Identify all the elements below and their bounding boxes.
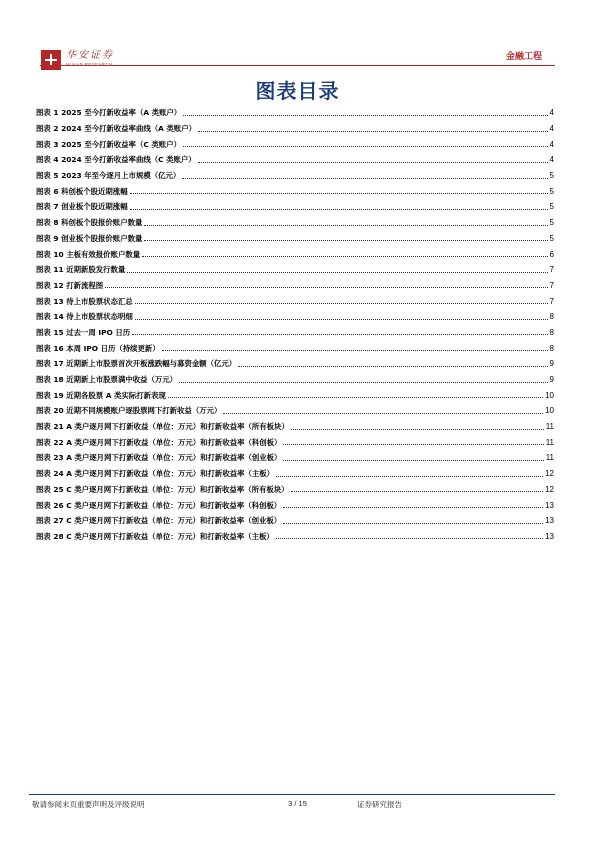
toc-leader-dots (198, 130, 548, 132)
toc-entry[interactable] (36, 262, 554, 278)
toc-entry-label: 图表 22 A 类户逐月网下打新收益（单位：万元）和打新收益率（科创板） (36, 437, 282, 447)
toc-entry[interactable] (36, 293, 554, 309)
report-category: 金融工程 (505, 52, 542, 62)
toc-entry-page: 13 (545, 531, 554, 541)
toc-entry[interactable] (36, 183, 554, 199)
toc-leader-dots (182, 177, 547, 179)
toc-leader-dots (144, 239, 547, 241)
toc-leader-dots (291, 428, 544, 430)
toc-entry-label: 图表 17 近期新上市股票首次开板涨跌幅与募资金额（亿元） (36, 359, 237, 369)
toc-leader-dots (283, 522, 543, 524)
toc-entry[interactable] (36, 246, 554, 262)
toc-entry[interactable] (36, 278, 554, 294)
toc-entry-page: 7 (549, 280, 554, 290)
toc-entry-page: 7 (549, 296, 554, 306)
toc-leader-dots (223, 412, 543, 414)
toc-entry[interactable] (36, 419, 554, 435)
toc-entry-page: 7 (549, 265, 554, 275)
toc-leader-dots (179, 381, 547, 383)
toc-entry-label: 图表 10 主板有效报价账户数量 (36, 249, 141, 259)
toc-entry-label: 图表 11 近期新股发行数量 (36, 265, 126, 275)
toc-entry-label: 图表 16 本周 IPO 日历（持续更新） (36, 343, 160, 353)
toc-entry-label: 图表 8 科创板个股报价账户数量 (36, 218, 143, 228)
toc-entry[interactable] (36, 309, 554, 325)
toc-entry[interactable] (36, 105, 554, 121)
toc-entry-label: 图表 25 C 类户逐月网下打新收益（单位：万元）和打新收益率（所有板块） (36, 484, 289, 494)
toc-leader-dots (283, 506, 543, 508)
toc-entry-page: 12 (545, 484, 554, 494)
toc-leader-dots (132, 333, 547, 335)
toc-leader-dots (183, 114, 547, 116)
toc-entry[interactable] (36, 387, 554, 403)
toc-leader-dots (105, 286, 547, 288)
toc-entry-label: 图表 19 近期各股票 A 类实际打新表现 (36, 390, 166, 400)
toc-entry-page: 5 (549, 171, 554, 181)
toc-entry-page: 10 (545, 390, 554, 400)
toc-entry[interactable] (36, 466, 554, 482)
toc-entry-page: 11 (545, 437, 554, 447)
toc-leader-dots (142, 255, 547, 257)
toc-entry[interactable] (36, 325, 554, 341)
toc-entry-page: 12 (545, 469, 554, 479)
toc-entry-label: 图表 23 A 类户逐月网下打新收益（单位：万元）和打新收益率（创业板） (36, 453, 282, 463)
toc-entry-label: 图表 4 2024 至今打新收益率曲线（C 类账户） (36, 155, 196, 165)
toc-entry-label: 图表 20 近期不同规模账户逐股票网下打新收益（万元） (36, 406, 222, 416)
toc-leader-dots (291, 490, 544, 492)
toc-entry-page: 13 (545, 516, 554, 526)
toc-entry[interactable] (36, 340, 554, 356)
toc-entry[interactable] (36, 121, 554, 137)
toc-entry[interactable] (36, 215, 554, 231)
toc-entry-page: 11 (545, 453, 554, 463)
footer-disclaimer: 敬请参阅末页重要声明及评级说明 (32, 800, 145, 809)
toc-entry[interactable] (36, 434, 554, 450)
toc-entry-label: 图表 18 近期新上市股票满中收益（万元） (36, 375, 178, 385)
page-number: 3 / 15 (288, 799, 307, 808)
toc-entry[interactable] (36, 450, 554, 466)
toc-entry[interactable] (36, 168, 554, 184)
toc-leader-dots (135, 302, 548, 304)
toc-entry[interactable] (36, 231, 554, 247)
toc-leader-dots (135, 318, 548, 320)
toc-leader-dots (168, 396, 543, 398)
toc-entry[interactable] (36, 152, 554, 168)
toc-leader-dots (183, 145, 548, 147)
toc-entry-label: 图表 5 2023 年至今逐月上市规模（亿元） (36, 171, 181, 181)
toc-leader-dots (238, 365, 547, 367)
toc-entry-page: 5 (549, 233, 554, 243)
toc-entry[interactable] (36, 356, 554, 372)
toc-entry-label: 图表 26 C 类户逐月网下打新收益（单位：万元）和打新收益率（科创板） (36, 500, 282, 510)
toc-leader-dots (130, 192, 548, 194)
footer-report-type: 证券研究报告 (357, 800, 402, 809)
toc-leader-dots (276, 537, 543, 539)
header-divider (40, 65, 555, 66)
toc-entry[interactable] (36, 497, 554, 513)
toc-entry[interactable] (36, 372, 554, 388)
toc-leader-dots (162, 349, 548, 351)
toc-entry-label: 图表 1 2025 至今打新收益率（A 类账户） (36, 108, 182, 118)
toc-leader-dots (130, 208, 548, 210)
toc-entry-label: 图表 27 C 类户逐月网下打新收益（单位：万元）和打新收益率（创业板） (36, 516, 282, 526)
toc-leader-dots (276, 475, 543, 477)
toc-entry-label: 图表 28 C 类户逐月网下打新收益（单位：万元）和打新收益率（主板） (36, 531, 274, 541)
toc-entry-page: 8 (549, 327, 554, 337)
toc-entry-label: 图表 15 过去一周 IPO 日历 (36, 327, 131, 337)
toc-entry[interactable] (36, 199, 554, 215)
toc-entry-page: 8 (549, 312, 554, 322)
toc-entry[interactable] (36, 403, 554, 419)
toc-entry-page: 9 (549, 359, 554, 369)
toc-entry-label: 图表 21 A 类户逐月网下打新收益（单位：万元）和打新收益率（所有板块） (36, 422, 289, 432)
toc-entry[interactable] (36, 482, 554, 498)
toc-entry[interactable] (36, 513, 554, 529)
toc-entry-page: 5 (549, 202, 554, 212)
toc-leader-dots (283, 459, 543, 461)
toc-entry-label: 图表 24 A 类户逐月网下打新收益（单位：万元）和打新收益率（主板） (36, 469, 275, 479)
toc-entry-page: 4 (549, 155, 554, 165)
toc-entry-label: 图表 14 待上市股票状态明细 (36, 312, 133, 322)
toc-entry-label: 图表 6 科创板个股近期涨幅 (36, 186, 128, 196)
toc-entry-page: 11 (545, 422, 554, 432)
toc-leader-dots (283, 443, 543, 445)
footer-divider (29, 794, 555, 795)
company-logo (41, 50, 114, 70)
toc-entry[interactable] (36, 529, 554, 545)
toc-entry-page: 4 (549, 108, 554, 118)
toc-entry-label: 图表 13 待上市股票状态汇总 (36, 296, 133, 306)
toc-entry-page: 13 (545, 500, 554, 510)
toc-entry-page: 5 (549, 186, 554, 196)
table-of-figures (36, 105, 554, 544)
page-header (0, 0, 595, 76)
toc-entry[interactable] (36, 136, 554, 152)
toc-entry-page: 8 (549, 343, 554, 353)
toc-entry-label: 图表 3 2025 至今打新收益率（C 类账户） (36, 139, 181, 149)
toc-entry-page: 10 (545, 406, 554, 416)
toc-entry-page: 5 (549, 218, 554, 228)
toc-entry-label: 图表 7 创业板个股近期涨幅 (36, 202, 128, 212)
toc-entry-label: 图表 2 2024 至今打新收益率曲线（A 类账户） (36, 124, 196, 134)
logo-name-cn: 华安证券 (66, 50, 114, 61)
toc-leader-dots (198, 161, 548, 163)
toc-entry-page: 4 (549, 124, 554, 134)
toc-entry-page: 6 (549, 249, 554, 259)
toc-entry-page: 9 (549, 375, 554, 385)
page-title: 图表目录 (255, 79, 340, 103)
toc-entry-label: 图表 12 打新流程图 (36, 280, 104, 290)
logo-mark-icon (41, 50, 61, 70)
toc-leader-dots (127, 271, 547, 273)
toc-entry-page: 4 (549, 139, 554, 149)
toc-entry-label: 图表 9 创业板个股报价账户数量 (36, 233, 143, 243)
toc-leader-dots (144, 224, 547, 226)
